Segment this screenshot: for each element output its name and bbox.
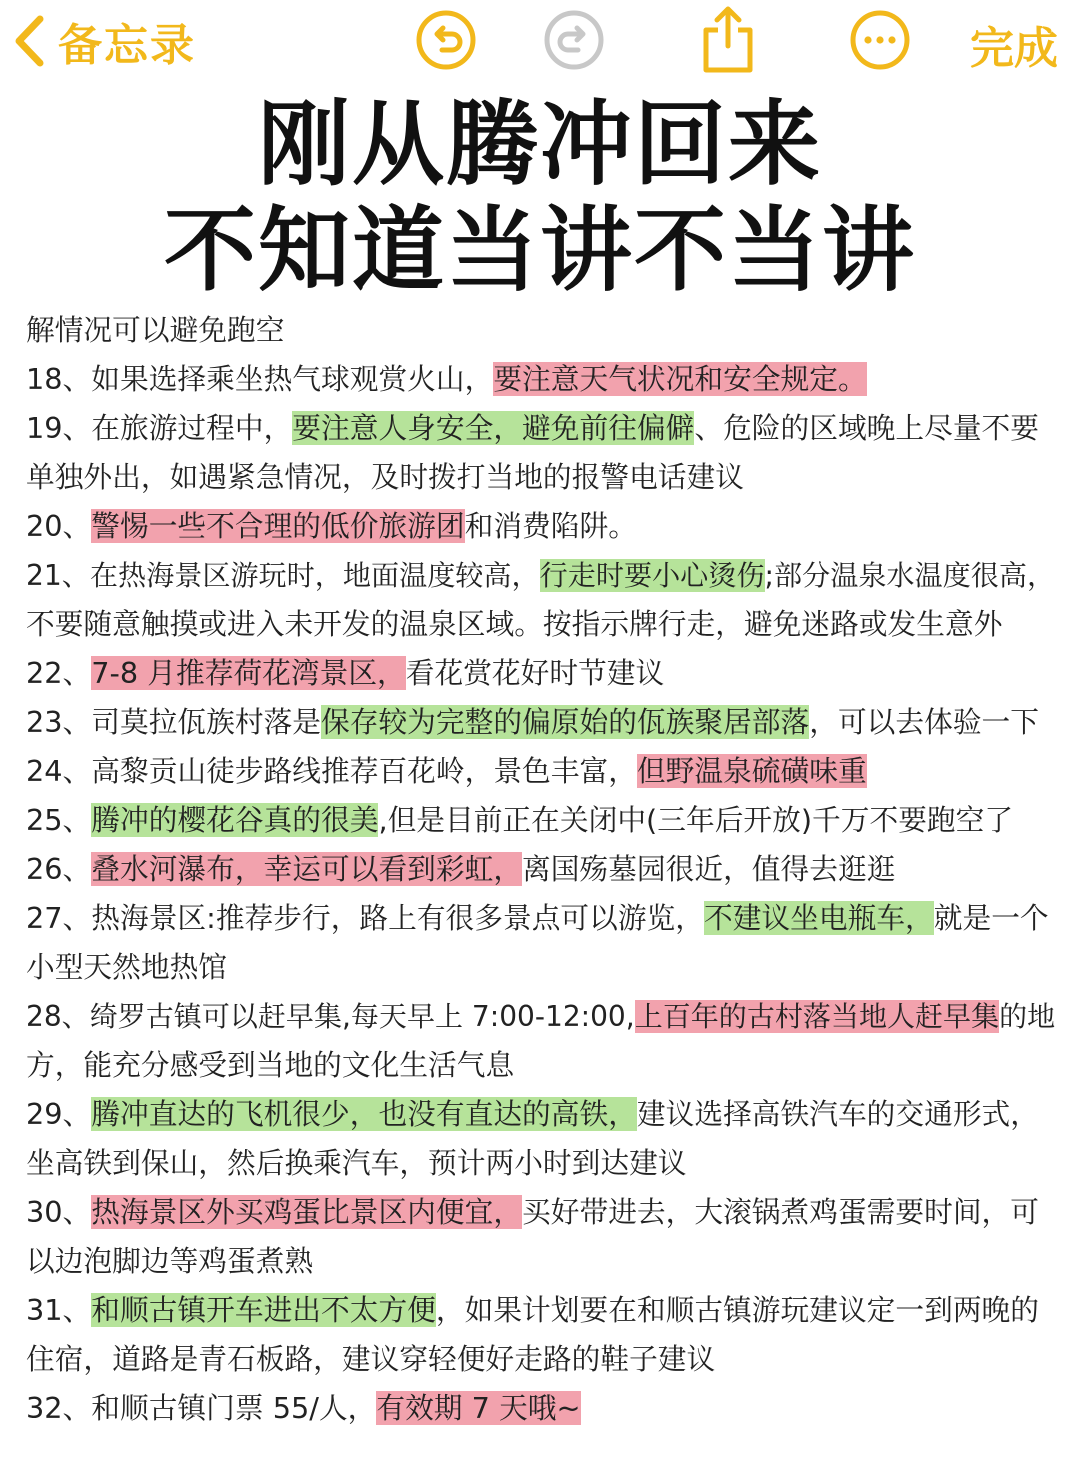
text-segment: 32、和顺古镇门票 55/人，: [26, 1391, 377, 1425]
text-segment: 方，能充分感受到当地的文化生活气息: [26, 1048, 515, 1082]
note-line: [26, 1188, 1066, 1237]
undo-icon[interactable]: [414, 8, 478, 72]
highlight-red: 警惕一些不合理的低价旅游团: [91, 509, 465, 543]
note-line: [26, 1090, 1066, 1139]
highlight-red: 有效期 7 天哦~: [376, 1391, 581, 1425]
text-segment: 19、在旅游过程中，: [26, 411, 293, 445]
note-line: [26, 1286, 1066, 1335]
note-body[interactable]: [26, 306, 1066, 1433]
text-segment: ;部分温泉水温度很高，: [764, 559, 1056, 592]
text-segment: 20、: [26, 509, 92, 543]
highlight-red: 热海景区外买鸡蛋比景区内便宜，: [91, 1195, 523, 1229]
text-segment: 26、: [26, 852, 92, 886]
highlight-green: 要注意人身安全，避免前往偏僻: [292, 411, 695, 445]
highlight-red: 上百年的古村落当地人赶早集: [634, 1000, 1000, 1033]
text-segment: 23、司莫拉佤族村落是: [26, 705, 322, 739]
text-segment: 离国殇墓园很近，值得去逛逛: [522, 852, 896, 886]
note-line: [26, 502, 1066, 551]
text-segment: 的地: [999, 1000, 1056, 1033]
highlight-green: 不建议坐电瓶车，: [704, 901, 934, 935]
text-segment: 住宿，道路是青石板路，建议穿轻便好走路的鞋子建议: [26, 1342, 716, 1376]
text-segment: 和消费陷阱。: [464, 509, 637, 543]
note-line: [26, 943, 1066, 992]
text-segment: 不要随意触摸或进入未开发的温泉区域。按指示牌行走，避免迷路或发生意外: [26, 607, 1003, 641]
note-line: [26, 1384, 1066, 1433]
text-segment: 建议选择高铁汽车的交通形式，: [636, 1097, 1039, 1131]
toolbar: [0, 0, 1080, 86]
note-line: [26, 404, 1066, 453]
note-line: [26, 600, 1066, 649]
highlight-green: 腾冲直达的飞机很少，也没有直达的高铁，: [91, 1097, 637, 1131]
text-segment: 27、热海景区:推荐步行，路上有很多景点可以游览，: [26, 901, 705, 935]
text-segment: ，如果计划要在和顺古镇游玩建议定一到两晚的: [435, 1293, 1039, 1327]
text-segment: 单独外出，如遇紧急情况，及时拨打当地的报警电话建议: [26, 460, 744, 494]
text-segment: 18、如果选择乘坐热气球观赏火山，: [26, 362, 494, 396]
note-line: [26, 698, 1066, 747]
text-segment: 坐高铁到保山，然后换乘汽车，预计两小时到达建议: [26, 1146, 687, 1180]
text-segment: 就是一个: [933, 901, 1049, 935]
text-segment: 22、: [26, 656, 92, 690]
note-line: [26, 992, 1066, 1041]
redo-icon[interactable]: [542, 8, 606, 72]
highlight-red: 叠水河瀑布，幸运可以看到彩虹，: [91, 852, 523, 886]
note-line: [26, 306, 1066, 355]
highlight-green: 行走时要小心烫伤: [539, 559, 765, 592]
back-label: 备忘录: [58, 20, 196, 71]
text-segment: 看花赏花好时节建议: [405, 656, 665, 690]
note-line: [26, 894, 1066, 943]
text-segment: ,但是目前正在关闭中(三年后开放)千万不要跑空了: [378, 803, 1014, 837]
note-line: [26, 355, 1066, 404]
text-segment: 25、: [26, 803, 92, 837]
done-button[interactable]: 完成: [970, 23, 1058, 74]
chevron-left-icon: [14, 15, 44, 67]
text-segment: 24、高黎贡山徒步路线推荐百花岭，景色丰富，: [26, 754, 637, 788]
text-segment: 小型天然地热馆: [26, 950, 228, 984]
note-line: [26, 845, 1066, 894]
note-title: [0, 92, 1080, 304]
note-line: [26, 747, 1066, 796]
note-line: [26, 649, 1066, 698]
text-segment: 29、: [26, 1097, 92, 1131]
text-segment: ，可以去体验一下: [809, 705, 1039, 739]
text-segment: 28、绮罗古镇可以赶早集,每天早上 7:00-12:00,: [26, 1000, 635, 1033]
title-line-2: 不知道当讲不当讲: [163, 197, 916, 304]
highlight-green: 腾冲的樱花谷真的很美: [91, 803, 379, 837]
note-line: [26, 796, 1066, 845]
note-line: [26, 1237, 1066, 1286]
text-segment: 买好带进去，大滚锅煮鸡蛋需要时间，可: [522, 1195, 1039, 1229]
highlight-red: 但野温泉硫磺味重: [636, 754, 867, 788]
highlight-red: 7-8 月推荐荷花湾景区，: [91, 656, 406, 690]
back-button[interactable]: [14, 8, 196, 74]
text-segment: 、危险的区域晚上尽量不要: [694, 411, 1039, 445]
note-line: [26, 1139, 1066, 1188]
title-line-1: 刚从腾冲回来: [257, 91, 822, 198]
text-segment: 21、在热海景区游玩时，地面温度较高，: [26, 559, 540, 592]
highlight-red: 要注意天气状况和安全规定。: [493, 362, 867, 396]
share-icon[interactable]: [696, 4, 760, 74]
text-segment: 30、: [26, 1195, 92, 1229]
note-line: [26, 453, 1066, 502]
highlight-green: 保存较为完整的偏原始的佤族聚居部落: [321, 705, 810, 739]
highlight-green: 和顺古镇开车进出不太方便: [91, 1293, 436, 1327]
text-segment: 解情况可以避免跑空: [26, 313, 285, 347]
note-line: [26, 1335, 1066, 1384]
more-icon[interactable]: [848, 8, 912, 72]
note-line: [26, 1041, 1066, 1090]
text-segment: 以边泡脚边等鸡蛋煮熟: [26, 1244, 314, 1278]
note-line: [26, 551, 1066, 600]
text-segment: 31、: [26, 1293, 92, 1327]
